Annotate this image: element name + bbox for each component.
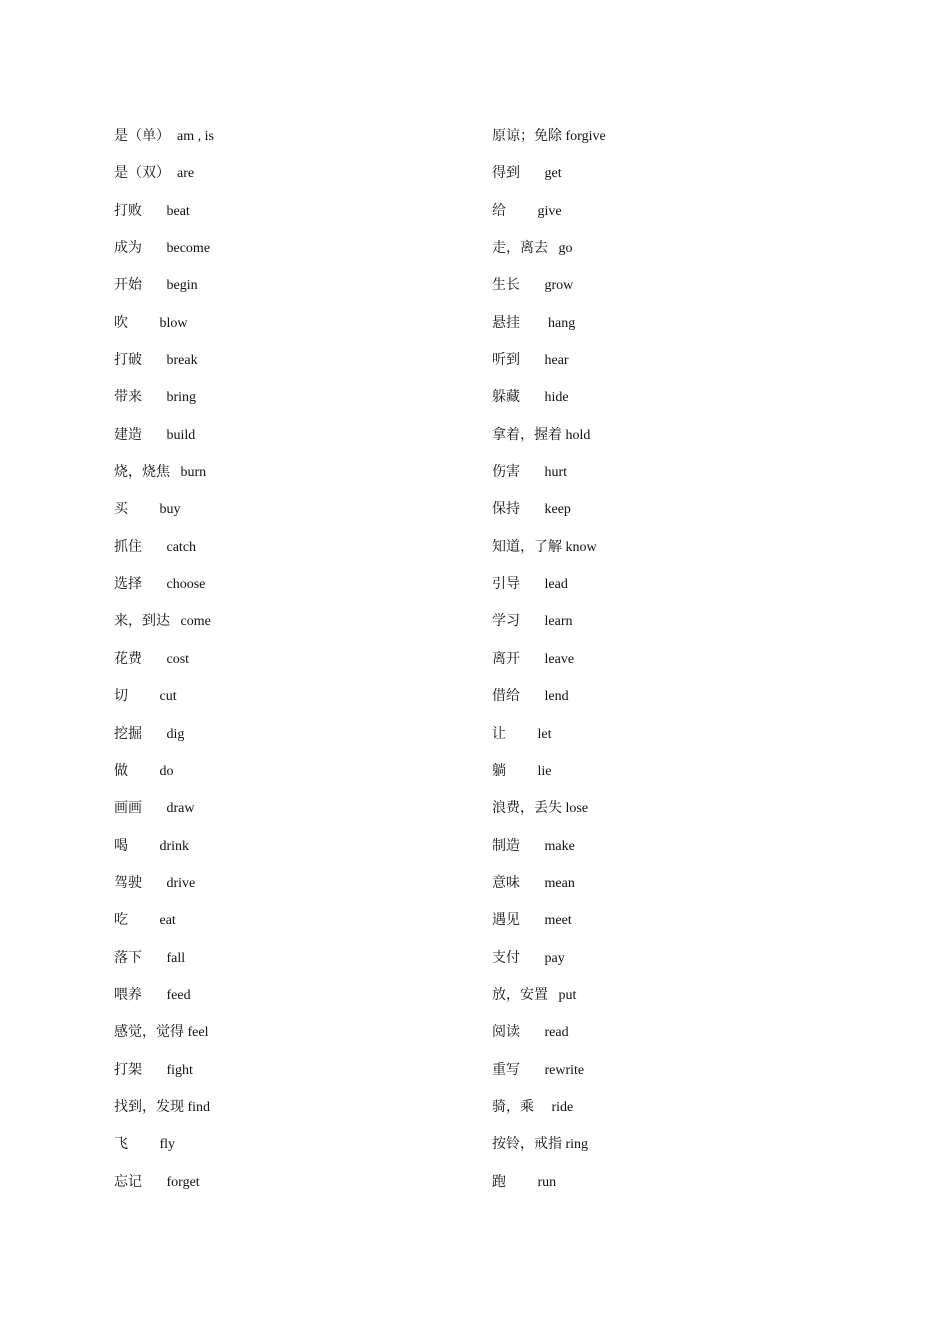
vocab-entry: 带来 bring bbox=[114, 390, 197, 406]
vocab-entry: 意味 mean bbox=[492, 875, 575, 891]
vocab-entry: 抓住 catch bbox=[114, 539, 197, 555]
vocab-entry: 支付 pay bbox=[492, 950, 565, 966]
vocab-entry: 开始 begin bbox=[114, 278, 198, 294]
vocab-entry: 离开 leave bbox=[492, 651, 575, 667]
vocab-entry: 打败 beat bbox=[114, 203, 190, 219]
vocab-entry: 重写 rewrite bbox=[492, 1062, 585, 1078]
vocab-entry: 伤害 hurt bbox=[492, 465, 568, 481]
vocab-entry: 原谅；免除 forgive bbox=[492, 129, 606, 144]
vocab-entry: 悬挂 hang bbox=[492, 315, 576, 331]
vocab-entry: 让 let bbox=[492, 726, 552, 742]
vocab-entry: 给 give bbox=[492, 203, 562, 219]
vocab-entry: 驾驶 drive bbox=[114, 875, 196, 891]
left-vocab-column bbox=[114, 118, 494, 1201]
vocab-entry: 浪费，丢失 lose bbox=[492, 801, 589, 817]
vocab-entry: 引导 lead bbox=[492, 577, 568, 593]
vocab-entry: 跑 run bbox=[492, 1174, 557, 1190]
vocab-entry: 躲藏 hide bbox=[492, 390, 569, 406]
vocab-entry: 选择 choose bbox=[114, 577, 206, 593]
vocab-entry: 制造 make bbox=[492, 838, 575, 854]
vocab-entry: 生长 grow bbox=[492, 278, 574, 294]
vocab-entry: 是（双） are bbox=[114, 166, 195, 182]
vocab-entry: 吃 eat bbox=[114, 913, 176, 929]
vocab-entry: 听到 hear bbox=[492, 353, 569, 369]
vocab-entry: 拿着，握着 hold bbox=[492, 427, 591, 443]
vocab-entry: 知道，了解 know bbox=[492, 539, 597, 555]
vocab-entry: 画画 draw bbox=[114, 801, 195, 817]
vocab-entry: 打架 fight bbox=[114, 1062, 193, 1078]
vocab-entry: 学习 learn bbox=[492, 614, 573, 630]
vocab-entry: 阅读 read bbox=[492, 1025, 569, 1041]
vocab-entry: 感觉，觉得 feel bbox=[114, 1025, 209, 1041]
vocab-entry: 切 cut bbox=[114, 689, 177, 705]
vocab-entry: 遇见 meet bbox=[492, 913, 572, 929]
vocab-entry: 做 do bbox=[114, 763, 174, 779]
vocab-entry: 躺 lie bbox=[492, 763, 552, 779]
vocab-entry: 得到 get bbox=[492, 166, 562, 182]
vocab-entry: 保持 keep bbox=[492, 502, 571, 518]
vocab-entry: 挖掘 dig bbox=[114, 726, 185, 742]
vocab-entry: 喂养 feed bbox=[114, 987, 191, 1003]
vocab-entry: 走，离去 go bbox=[492, 241, 573, 257]
vocab-entry: 落下 fall bbox=[114, 950, 186, 966]
vocab-entry: 飞 fly bbox=[114, 1137, 176, 1153]
vocab-entry: 按铃，戒指 ring bbox=[492, 1137, 589, 1153]
vocab-entry: 喝 drink bbox=[114, 838, 190, 854]
vocab-entry: 是（单） am , is bbox=[114, 129, 214, 144]
vocab-entry: 忘记 forget bbox=[114, 1174, 200, 1190]
vocab-entry: 骑，乘 ride bbox=[492, 1099, 574, 1115]
vocab-entry: 花费 cost bbox=[114, 651, 190, 667]
vocab-entry: 烧，烧焦 burn bbox=[114, 465, 207, 481]
vocab-entry: 吹 blow bbox=[114, 315, 188, 331]
vocab-entry: 找到，发现 find bbox=[114, 1099, 211, 1115]
vocab-entry: 建造 build bbox=[114, 427, 196, 443]
right-vocab-column bbox=[492, 118, 872, 1201]
vocab-entry: 打破 break bbox=[114, 353, 198, 369]
vocab-entry: 买 buy bbox=[114, 502, 181, 518]
vocab-entry: 成为 become bbox=[114, 241, 211, 257]
vocab-entry: 借给 lend bbox=[492, 689, 569, 705]
vocab-entry: 放，安置 put bbox=[492, 987, 577, 1003]
vocab-entry: 来，到达 come bbox=[114, 614, 211, 630]
